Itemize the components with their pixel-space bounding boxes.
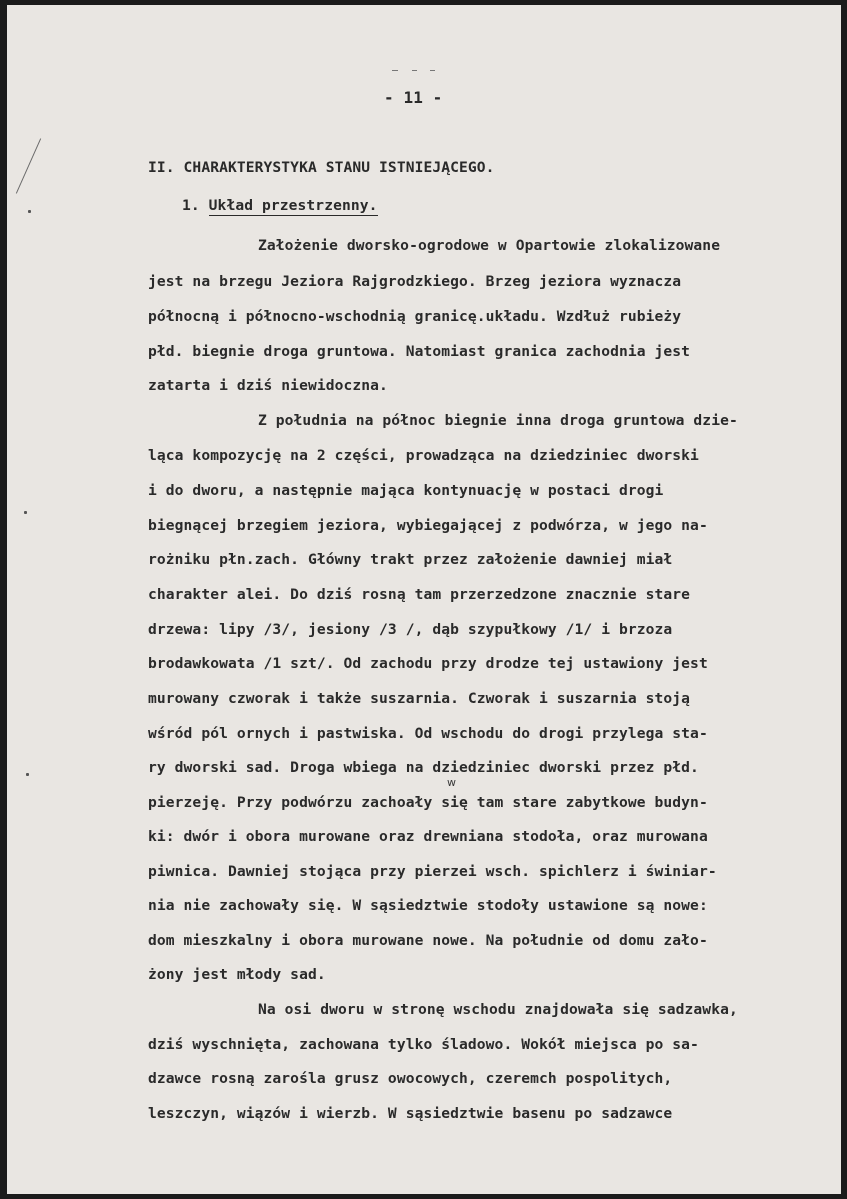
text-line: wśród pól ornych i pastwiska. Od wschodu do drogi przylega sta-: [148, 725, 708, 742]
scan-border-left: [0, 0, 7, 1199]
text-line: charakter alei. Do dziś rosną tam przerzedzone znacznie stare: [148, 586, 691, 603]
text-line: płd. biegnie droga gruntowa. Natomiast granica zachodnia jest: [148, 343, 691, 360]
scan-border-bottom: [0, 1194, 847, 1199]
subheading: [182, 196, 378, 216]
text-line: drzewa: lipy /3/, jesiony /3 /, dąb szypułkowy /1/ i brzoza: [148, 621, 673, 638]
scan-border-right: [841, 0, 847, 1199]
text-line: żony jest młody sad.: [148, 966, 326, 983]
margin-pencil-mark: [16, 138, 41, 193]
scan-border-top: [0, 0, 847, 5]
subheading-title: Układ przestrzenny.: [208, 197, 378, 214]
text-line: dzawce rosną zarośla grusz owocowych, czeremch pospolitych,: [148, 1070, 673, 1087]
text-line: biegnącej brzegiem jeziora, wybiegającej z podwórza, w jego na-: [148, 517, 708, 534]
scan-speck: [412, 70, 417, 71]
text-line: murowany czworak i także suszarnia. Czworak i suszarnia stoją: [148, 690, 691, 707]
text-line: dom mieszkalny i obora murowane nowe. Na południe od domu zało-: [148, 932, 708, 949]
text-line: Z południa na północ biegnie inna droga gruntowa dzie-: [258, 412, 738, 429]
text-line: dziś wyschnięta, zachowana tylko śladowo. Wokół miejsca po sa-: [148, 1036, 699, 1053]
text-line: nia nie zachowały się. W sąsiedztwie stodoły ustawione są nowe:: [148, 897, 708, 914]
handwritten-insert: w: [447, 776, 456, 789]
section-heading: II. CHARAKTERYSTYKA STANU ISTNIEJĄCEGO.: [148, 159, 495, 176]
text-line: ląca kompozycję na 2 części, prowadząca na dziedziniec dworski: [148, 447, 699, 464]
text-line: rożniku płn.zach. Główny trakt przez założenie dawniej miał: [148, 551, 673, 568]
subheading-number: 1.: [182, 197, 200, 214]
page-number: - 11 -: [384, 88, 443, 107]
text-line: pierzeję. Przy podwórzu zachoały się tam stare zabytkowe budyn-: [148, 794, 708, 811]
scan-speck: [430, 70, 435, 71]
text-line: Na osi dworu w stronę wschodu znajdowała się sadzawka,: [258, 1001, 738, 1018]
text-line: zatarta i dziś niewidoczna.: [148, 377, 388, 394]
text-line: leszczyn, wiązów i wierzb. W sąsiedztwie basenu po sadzawce: [148, 1105, 673, 1122]
text-line: ry dworski sad. Droga wbiega na dziedziniec dworski przez płd.: [148, 759, 699, 776]
text-line: ki: dwór i obora murowane oraz drewniana stodoła, oraz murowana: [148, 828, 708, 845]
text-line: północną i północno-wschodnią granicę.układu. Wzdłuż rubieży: [148, 308, 682, 325]
text-line: piwnica. Dawniej stojąca przy pierzei wsch. spichlerz i świniar-: [148, 863, 717, 880]
text-line: Założenie dworsko-ogrodowe w Opartowie zlokalizowane: [258, 237, 721, 254]
margin-dot: [26, 773, 29, 776]
scan-speck: [392, 70, 398, 71]
margin-dot: [28, 210, 31, 213]
text-line: jest na brzegu Jeziora Rajgrodzkiego. Brzeg jeziora wyznacza: [148, 273, 682, 290]
text-line: i do dworu, a następnie mająca kontynuację w postaci drogi: [148, 482, 664, 499]
text-line: brodawkowata /1 szt/. Od zachodu przy drodze tej ustawiony jest: [148, 655, 708, 672]
margin-dot: [24, 511, 27, 514]
